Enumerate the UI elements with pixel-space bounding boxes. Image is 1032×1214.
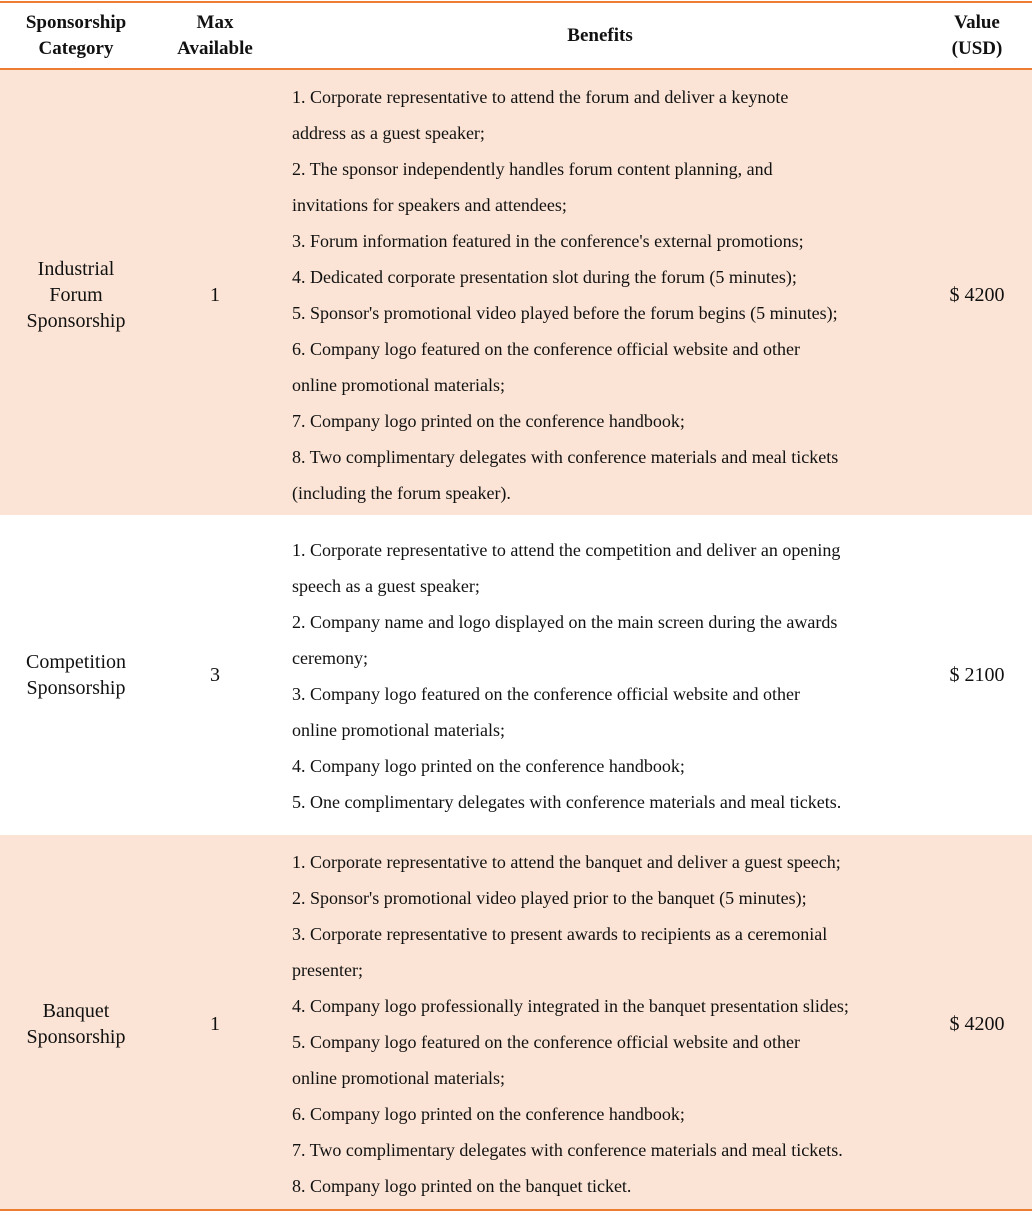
benefit-line: (including the forum speaker). bbox=[292, 482, 511, 503]
header-max-available-label: Max Available bbox=[177, 11, 253, 59]
value-cell bbox=[922, 81, 1032, 508]
category-cell bbox=[0, 515, 152, 835]
category-cell bbox=[0, 844, 152, 1204]
benefit-list bbox=[292, 532, 841, 820]
benefit-line: 2. The sponsor independently handles forum content planning, and bbox=[292, 158, 773, 179]
value-cell bbox=[922, 844, 1032, 1204]
benefit-list bbox=[292, 844, 849, 1204]
category-cell bbox=[0, 81, 152, 508]
benefit-line: 4. Dedicated corporate presentation slot during the forum (5 minutes); bbox=[292, 266, 797, 287]
max-available-cell bbox=[152, 515, 278, 835]
value-amount: $ 2100 bbox=[949, 664, 1005, 686]
table-row bbox=[0, 70, 1032, 515]
category-label: Banquet Sponsorship bbox=[26, 1000, 126, 1048]
benefit-line: 4. Company logo professionally integrated in the banquet presentation slides; bbox=[292, 996, 849, 1016]
benefit-line: address as a guest speaker; bbox=[292, 122, 485, 143]
benefit-line: 2. Sponsor's promotional video played prior to the banquet (5 minutes); bbox=[292, 888, 807, 908]
max-available-cell bbox=[152, 844, 278, 1204]
header-value-cell bbox=[922, 10, 1032, 62]
benefit-line: online promotional materials; bbox=[292, 720, 505, 740]
header-benefits-cell bbox=[278, 23, 922, 49]
value-amount: $ 4200 bbox=[949, 283, 1005, 306]
benefit-list bbox=[292, 79, 838, 511]
benefit-line: invitations for speakers and attendees; bbox=[292, 194, 567, 215]
benefit-line: online promotional materials; bbox=[292, 374, 505, 395]
header-value-label: Value (USD) bbox=[951, 11, 1003, 59]
header-category-cell bbox=[0, 10, 152, 62]
benefit-line: 7. Two complimentary delegates with conference materials and meal tickets. bbox=[292, 1140, 843, 1160]
header-max-available-cell bbox=[152, 10, 278, 62]
max-available-value: 3 bbox=[210, 664, 220, 686]
max-available-cell bbox=[152, 81, 278, 508]
benefit-line: 6. Company logo featured on the conference official website and other bbox=[292, 338, 800, 359]
benefit-line: 8. Company logo printed on the banquet ticket. bbox=[292, 1176, 632, 1196]
benefit-line: 6. Company logo printed on the conference handbook; bbox=[292, 1104, 685, 1124]
benefit-line: 1. Corporate representative to attend the banquet and deliver a guest speech; bbox=[292, 852, 841, 872]
table-row bbox=[0, 835, 1032, 1209]
benefit-line: 4. Company logo printed on the conference handbook; bbox=[292, 756, 685, 776]
benefit-line: speech as a guest speaker; bbox=[292, 576, 480, 596]
benefit-line: presenter; bbox=[292, 960, 363, 980]
max-available-value: 1 bbox=[210, 1013, 220, 1035]
value-cell bbox=[922, 515, 1032, 835]
sponsorship-table bbox=[0, 1, 1032, 1211]
table-row bbox=[0, 515, 1032, 835]
benefits-cell bbox=[278, 844, 922, 1204]
benefit-line: 3. Company logo featured on the conference official website and other bbox=[292, 684, 800, 704]
value-amount: $ 4200 bbox=[949, 1013, 1005, 1035]
benefit-line: ceremony; bbox=[292, 648, 368, 668]
category-label: Competition Sponsorship bbox=[26, 651, 126, 699]
category-label: Industrial Forum Sponsorship bbox=[26, 257, 126, 332]
benefit-line: 3. Forum information featured in the conference's external promotions; bbox=[292, 230, 804, 251]
max-available-value: 1 bbox=[210, 283, 220, 306]
benefit-line: 7. Company logo printed on the conference handbook; bbox=[292, 410, 685, 431]
benefit-line: 5. One complimentary delegates with conference materials and meal tickets. bbox=[292, 792, 842, 812]
benefit-line: 1. Corporate representative to attend the forum and deliver a keynote bbox=[292, 86, 789, 107]
benefit-line: 8. Two complimentary delegates with conference materials and meal tickets bbox=[292, 446, 839, 467]
benefit-line: 5. Sponsor's promotional video played before the forum begins (5 minutes); bbox=[292, 302, 838, 323]
benefit-line: 2. Company name and logo displayed on the main screen during the awards bbox=[292, 612, 838, 632]
benefits-cell bbox=[278, 515, 922, 835]
benefit-line: 5. Company logo featured on the conference official website and other bbox=[292, 1032, 800, 1052]
header-benefits-label: Benefits bbox=[567, 24, 633, 46]
table-header-row bbox=[0, 3, 1032, 68]
bottom-rule bbox=[0, 1209, 1032, 1211]
benefit-line: online promotional materials; bbox=[292, 1068, 505, 1088]
header-category-label: Sponsorship Category bbox=[25, 11, 127, 59]
benefit-line: 3. Corporate representative to present awards to recipients as a ceremonial bbox=[292, 924, 828, 944]
benefits-cell bbox=[278, 81, 922, 508]
benefit-line: 1. Corporate representative to attend the competition and deliver an opening bbox=[292, 540, 841, 560]
